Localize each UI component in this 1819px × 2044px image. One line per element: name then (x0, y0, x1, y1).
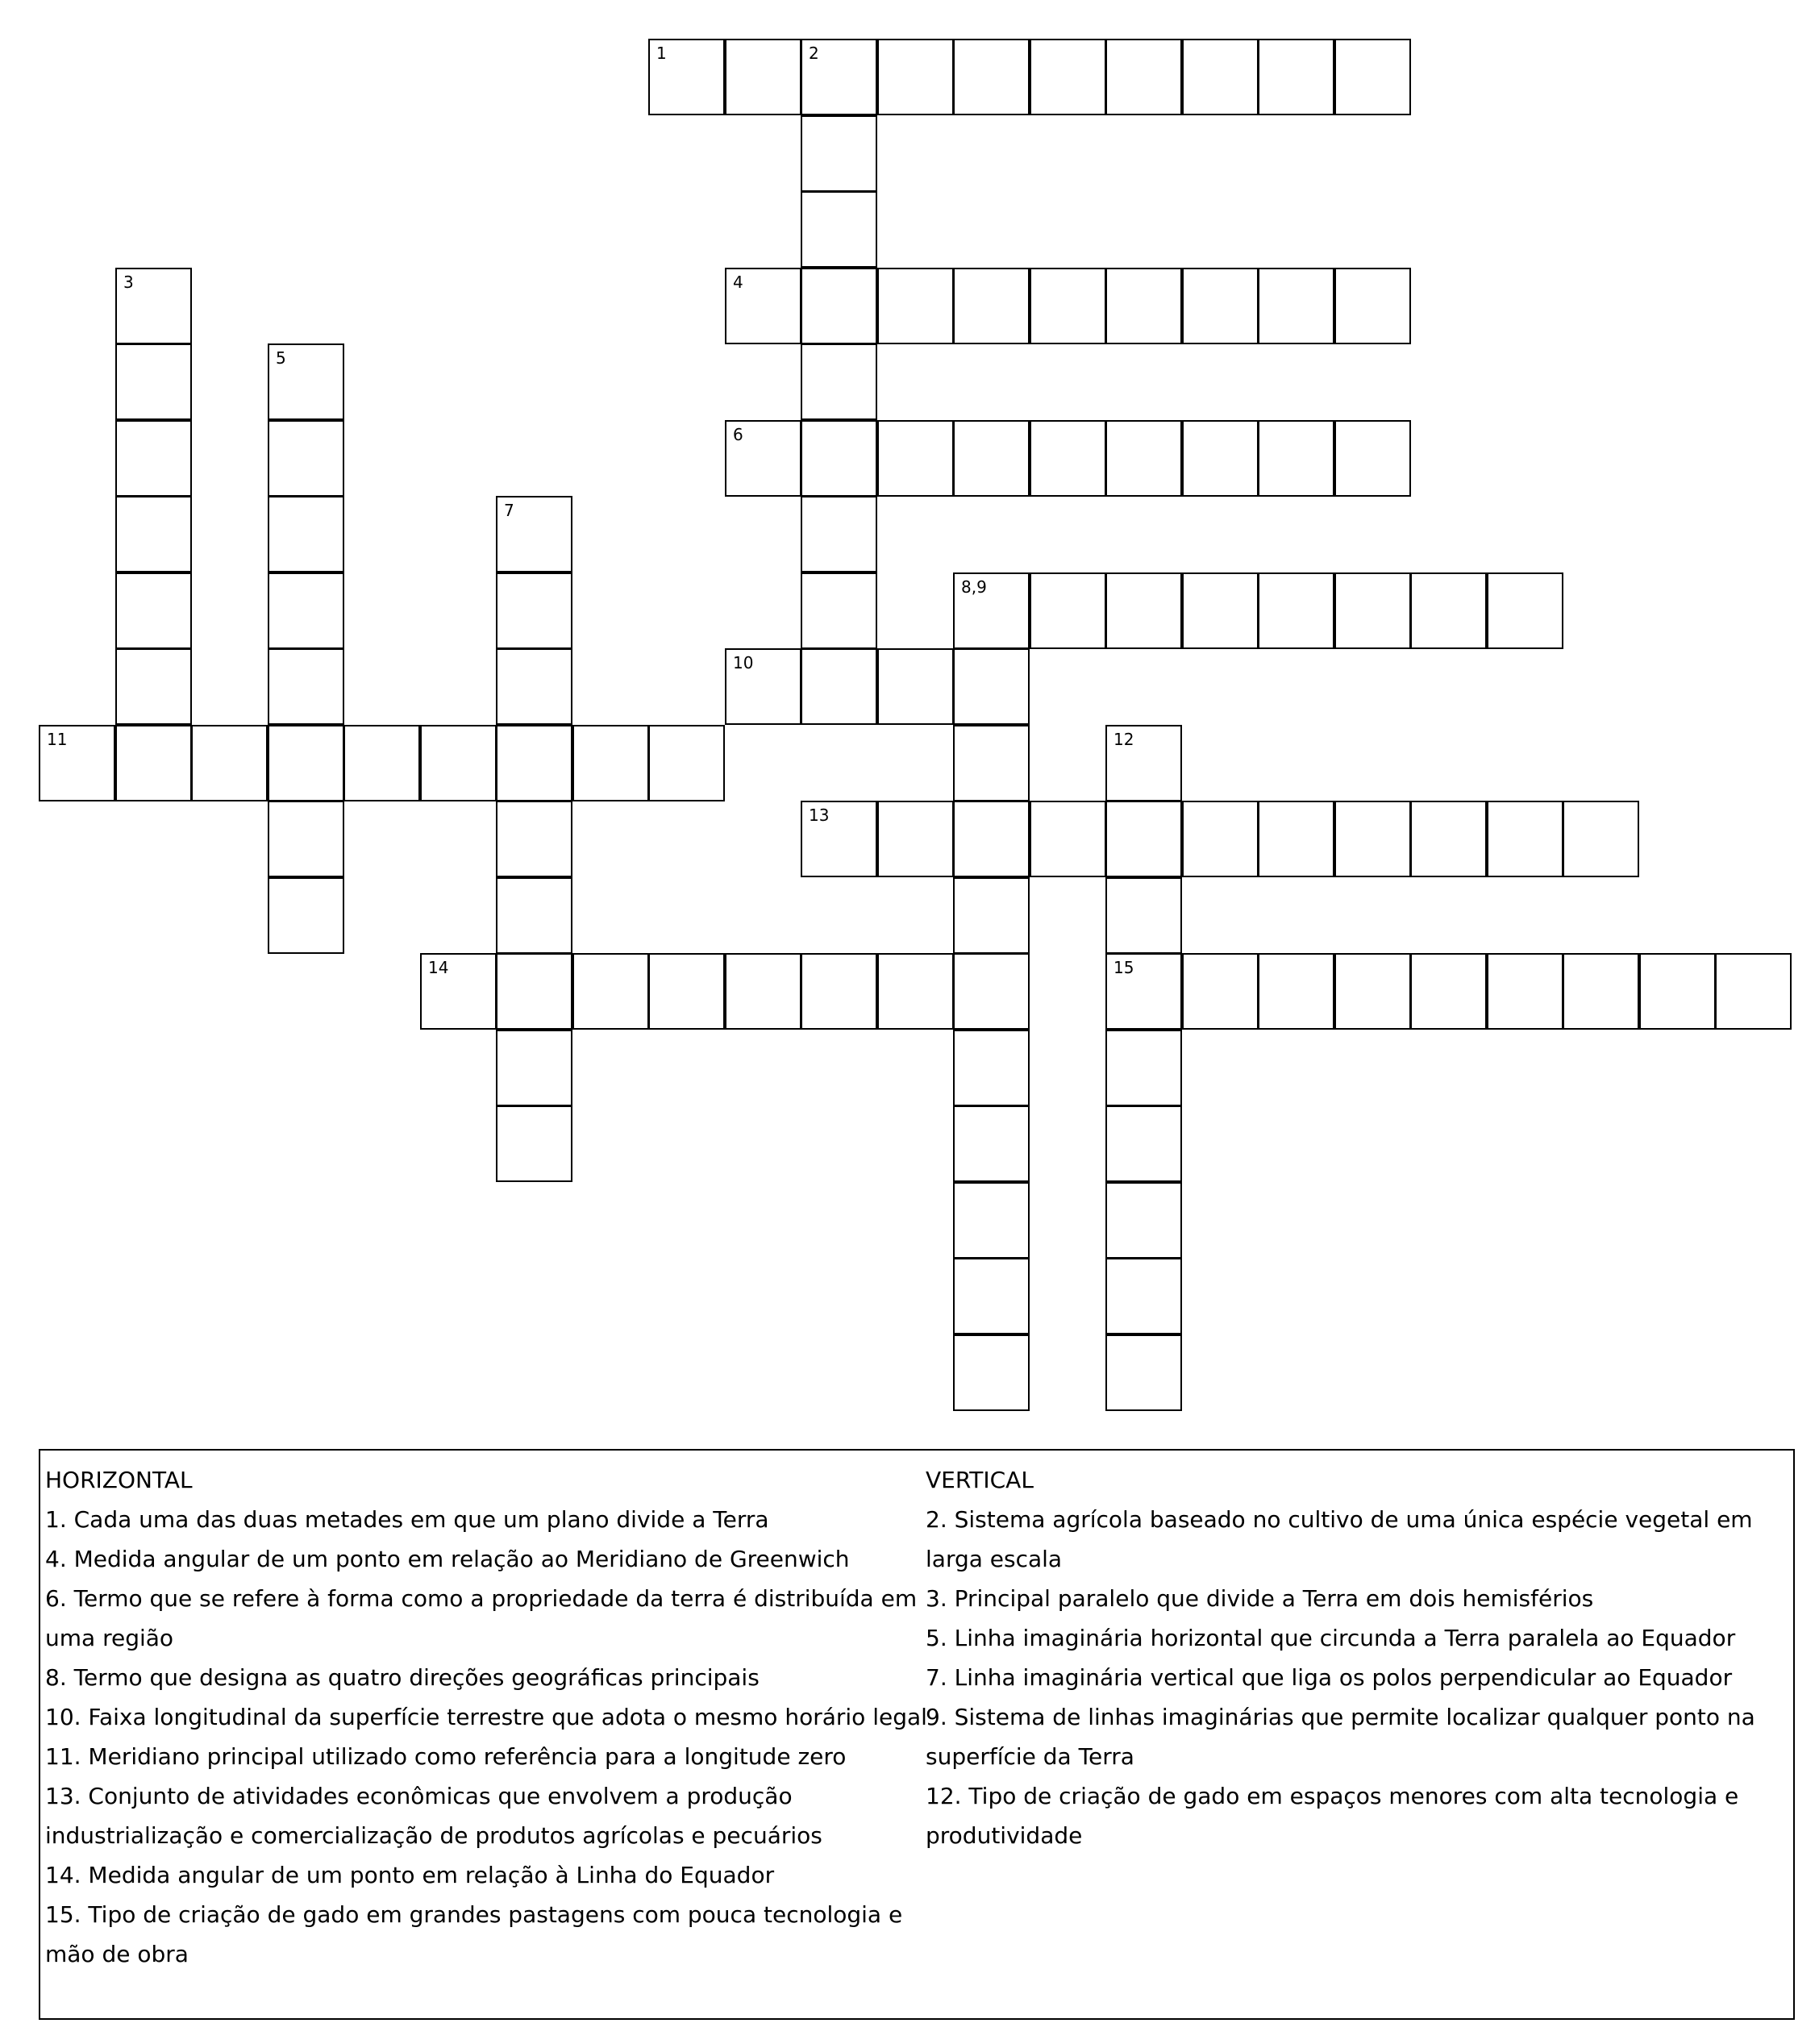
grid-cell[interactable] (801, 268, 877, 344)
letter-input[interactable] (1259, 40, 1333, 114)
letter-input[interactable] (955, 1107, 1028, 1180)
grid-cell[interactable] (801, 572, 877, 649)
grid-cell[interactable] (1030, 420, 1106, 497)
clue-number: 6 (733, 425, 743, 444)
clue-down-7: 7. Linha imaginária vertical que liga os polos perpendicular ao Equador (926, 1664, 1733, 1691)
grid-cell[interactable] (1030, 572, 1106, 649)
grid-cell[interactable] (1182, 572, 1259, 649)
letter-input[interactable] (802, 802, 876, 876)
grid-cell[interactable] (1258, 572, 1334, 649)
letter-input[interactable] (955, 1259, 1028, 1333)
letter-input[interactable] (1107, 955, 1180, 1028)
grid-cell[interactable] (1105, 953, 1182, 1030)
letter-input[interactable] (1259, 574, 1333, 647)
grid-cell[interactable] (953, 420, 1030, 497)
letter-input[interactable] (117, 497, 190, 571)
letter-input[interactable] (650, 955, 723, 1028)
letter-input[interactable] (422, 726, 495, 800)
clue-across-15: 15. Tipo de criação de gado em grandes pastagens com pouca tecnologia e mão de obra (45, 1901, 903, 1967)
grid-cell[interactable] (1410, 801, 1487, 877)
grid-cell[interactable] (1410, 953, 1487, 1030)
grid-cell[interactable] (343, 725, 420, 801)
grid-cell[interactable] (801, 39, 877, 115)
clue-number: 15 (1113, 958, 1134, 977)
grid-cell[interactable] (1105, 1334, 1182, 1411)
letter-input[interactable] (955, 574, 1028, 647)
clue-across-13: 13. Conjunto de atividades econômicas que envolvem a produção industrialização e comercialização de produtos agrícolas e pecuários (45, 1783, 822, 1849)
grid-cell[interactable] (1334, 39, 1411, 115)
clue-number: 4 (733, 273, 743, 292)
clue-number: 11 (47, 730, 68, 749)
letter-input[interactable] (1336, 955, 1409, 1028)
letter-input[interactable] (497, 497, 571, 571)
clue-across-1: 1. Cada uma das duas metades em que um plano divide a Terra (45, 1506, 769, 1533)
grid-cell[interactable] (572, 725, 649, 801)
letter-input[interactable] (1412, 802, 1485, 876)
letter-input[interactable] (1564, 802, 1638, 876)
grid-cell[interactable] (1105, 1258, 1182, 1334)
letter-input[interactable] (1031, 802, 1105, 876)
grid-cell[interactable] (1487, 801, 1563, 877)
grid-cell[interactable] (1334, 268, 1411, 344)
grid-cell[interactable] (1258, 801, 1334, 877)
grid-cell[interactable] (115, 648, 192, 725)
clue-down-9: 9. Sistema de linhas imaginárias que permite localizar qualquer ponto na superfície da Terra (926, 1704, 1755, 1770)
grid-cell[interactable] (877, 420, 954, 497)
letter-input[interactable] (726, 269, 800, 343)
letter-input[interactable] (574, 726, 647, 800)
letter-input[interactable] (1184, 955, 1257, 1028)
grid-cell[interactable] (1105, 877, 1182, 954)
grid-cell[interactable] (801, 420, 877, 497)
clue-number: 2 (809, 44, 819, 63)
grid-cell[interactable] (268, 725, 344, 801)
grid-cell[interactable] (1563, 801, 1639, 877)
grid-cell[interactable] (953, 268, 1030, 344)
clue-number: 14 (428, 958, 449, 977)
grid-cell[interactable] (1182, 39, 1259, 115)
clue-down-5: 5. Linha imaginária horizontal que circunda a Terra paralela ao Equador (926, 1625, 1736, 1651)
clue-across-10: 10. Faixa longitudinal da superfície terrestre que adota o mesmo horário legal (45, 1704, 927, 1730)
letter-input[interactable] (955, 955, 1028, 1028)
grid-cell[interactable] (1105, 1182, 1182, 1259)
letter-input[interactable] (269, 879, 343, 952)
grid-cell[interactable] (725, 39, 801, 115)
letter-input[interactable] (1184, 269, 1257, 343)
letter-input[interactable] (1488, 955, 1562, 1028)
letter-input[interactable] (1031, 269, 1105, 343)
letter-input[interactable] (497, 955, 571, 1028)
grid-cell[interactable] (191, 725, 268, 801)
clue-down-3: 3. Principal paralelo que divide a Terra em dois hemisférios (926, 1585, 1594, 1612)
letter-input[interactable] (40, 726, 114, 800)
grid-cell[interactable] (1182, 801, 1259, 877)
letter-input[interactable] (955, 802, 1028, 876)
grid-cell[interactable] (801, 648, 877, 725)
letter-input[interactable] (879, 269, 952, 343)
grid-cell[interactable] (115, 420, 192, 497)
clue-number: 10 (733, 653, 754, 672)
letter-input[interactable] (422, 955, 495, 1028)
letter-input[interactable] (955, 1031, 1028, 1105)
letter-input[interactable] (193, 726, 266, 800)
grid-cell[interactable] (496, 725, 572, 801)
letter-input[interactable] (1107, 40, 1180, 114)
grid-cell[interactable] (877, 801, 954, 877)
grid-cell[interactable] (496, 877, 572, 954)
horizontal-heading: HORIZONTAL (45, 1467, 193, 1493)
letter-input[interactable] (802, 193, 876, 266)
letter-input[interactable] (117, 345, 190, 418)
grid-cell[interactable] (496, 801, 572, 877)
grid-cell[interactable] (1182, 420, 1259, 497)
letter-input[interactable] (117, 269, 190, 343)
letter-input[interactable] (1031, 40, 1105, 114)
grid-cell[interactable] (725, 420, 801, 497)
letter-input[interactable] (1031, 422, 1105, 495)
letter-input[interactable] (1107, 726, 1180, 800)
letter-input[interactable] (269, 726, 343, 800)
clue-number: 13 (809, 806, 830, 825)
grid-cell[interactable] (1410, 572, 1487, 649)
grid-cell[interactable] (420, 953, 497, 1030)
letter-input[interactable] (1184, 422, 1257, 495)
grid-cell[interactable] (1334, 801, 1411, 877)
clue-across-4: 4. Medida angular de um ponto em relação ao Meridiano de Greenwich (45, 1546, 850, 1572)
grid-cell[interactable] (115, 343, 192, 420)
clue-number: 3 (123, 273, 134, 292)
grid-cell[interactable] (1182, 268, 1259, 344)
grid-cell[interactable] (877, 39, 954, 115)
grid-cell[interactable] (496, 953, 572, 1030)
letter-input[interactable] (497, 802, 571, 876)
letter-input[interactable] (955, 1184, 1028, 1257)
letter-input[interactable] (955, 269, 1028, 343)
letter-input[interactable] (1107, 879, 1180, 952)
letter-input[interactable] (269, 574, 343, 647)
grid-cell[interactable] (801, 115, 877, 192)
grid-cell[interactable] (1715, 953, 1792, 1030)
grid-cell[interactable] (648, 725, 725, 801)
grid-cell[interactable] (1105, 420, 1182, 497)
letter-input[interactable] (1184, 802, 1257, 876)
letter-input[interactable] (497, 574, 571, 647)
letter-input[interactable] (879, 422, 952, 495)
grid-cell[interactable] (877, 953, 954, 1030)
letter-input[interactable] (1107, 1031, 1180, 1105)
grid-cell[interactable] (1334, 420, 1411, 497)
grid-cell[interactable] (496, 572, 572, 649)
grid-cell[interactable] (1030, 801, 1106, 877)
grid-cell[interactable] (801, 191, 877, 268)
grid-cell[interactable] (877, 268, 954, 344)
grid-cell[interactable] (953, 1030, 1030, 1106)
letter-input[interactable] (1107, 422, 1180, 495)
grid-cell[interactable] (496, 496, 572, 572)
letter-input[interactable] (497, 879, 571, 952)
letter-input[interactable] (879, 650, 952, 723)
grid-cell[interactable] (115, 268, 192, 344)
grid-cell[interactable] (1334, 953, 1411, 1030)
grid-cell[interactable] (115, 572, 192, 649)
letter-input[interactable] (497, 1107, 571, 1180)
letter-input[interactable] (1336, 422, 1409, 495)
letter-input[interactable] (269, 497, 343, 571)
letter-input[interactable] (1107, 269, 1180, 343)
letter-input[interactable] (955, 40, 1028, 114)
letter-input[interactable] (879, 802, 952, 876)
letter-input[interactable] (726, 40, 800, 114)
grid-cell[interactable] (1105, 39, 1182, 115)
letter-input[interactable] (1259, 269, 1333, 343)
letter-input[interactable] (802, 269, 876, 343)
grid-cell[interactable] (953, 648, 1030, 725)
letter-input[interactable] (1107, 1259, 1180, 1333)
letter-input[interactable] (802, 345, 876, 418)
grid-cell[interactable] (1563, 953, 1639, 1030)
grid-cell[interactable] (420, 725, 497, 801)
clue-across-11: 11. Meridiano principal utilizado como referência para a longitude zero (45, 1743, 847, 1770)
letter-input[interactable] (955, 726, 1028, 800)
letter-input[interactable] (726, 650, 800, 723)
grid-cell[interactable] (268, 496, 344, 572)
letter-input[interactable] (955, 650, 1028, 723)
letter-input[interactable] (1184, 574, 1257, 647)
letter-input[interactable] (650, 40, 723, 114)
letter-input[interactable] (879, 955, 952, 1028)
grid-cell[interactable] (877, 648, 954, 725)
letter-input[interactable] (497, 726, 571, 800)
letter-input[interactable] (802, 650, 876, 723)
letter-input[interactable] (802, 574, 876, 647)
letter-input[interactable] (1488, 802, 1562, 876)
grid-cell[interactable] (1182, 953, 1259, 1030)
grid-cell[interactable] (801, 953, 877, 1030)
clue-number: 7 (504, 501, 514, 520)
letter-input[interactable] (802, 422, 876, 495)
grid-cell[interactable] (953, 39, 1030, 115)
grid-cell[interactable] (1639, 953, 1716, 1030)
clue-across-6: 6. Termo que se refere à forma como a propriedade da terra é distribuída em uma região (45, 1585, 918, 1651)
grid-cell[interactable] (953, 1105, 1030, 1182)
clue-number: 5 (276, 348, 286, 368)
grid-cell[interactable] (115, 725, 192, 801)
letter-input[interactable] (497, 1031, 571, 1105)
grid-cell[interactable] (1105, 268, 1182, 344)
horizontal-clues (45, 1460, 932, 1974)
letter-input[interactable] (269, 802, 343, 876)
grid-cell[interactable] (496, 1105, 572, 1182)
grid-cell[interactable] (115, 496, 192, 572)
letter-input[interactable] (1336, 802, 1409, 876)
grid-cell[interactable] (1105, 725, 1182, 801)
letter-input[interactable] (1412, 955, 1485, 1028)
grid-cell[interactable] (1030, 39, 1106, 115)
letter-input[interactable] (117, 422, 190, 495)
letter-input[interactable] (1259, 955, 1333, 1028)
letter-input[interactable] (1184, 40, 1257, 114)
clue-number: 1 (656, 44, 667, 63)
clue-across-14: 14. Medida angular de um ponto em relação à Linha do Equador (45, 1862, 775, 1888)
grid-cell[interactable] (1258, 420, 1334, 497)
grid-cell[interactable] (1334, 572, 1411, 649)
grid-cell[interactable] (953, 877, 1030, 954)
grid-cell[interactable] (39, 725, 115, 801)
letter-input[interactable] (802, 955, 876, 1028)
grid-cell[interactable] (268, 343, 344, 420)
letter-input[interactable] (1107, 1107, 1180, 1180)
grid-cell[interactable] (1487, 953, 1563, 1030)
letter-input[interactable] (269, 422, 343, 495)
grid-cell[interactable] (1258, 268, 1334, 344)
letter-input[interactable] (1488, 574, 1562, 647)
letter-input[interactable] (879, 40, 952, 114)
grid-cell[interactable] (725, 268, 801, 344)
letter-input[interactable] (955, 1336, 1028, 1409)
clue-down-12: 12. Tipo de criação de gado em espaços menores com alta tecnologia e produtividade (926, 1783, 1739, 1849)
letter-input[interactable] (802, 40, 876, 114)
letter-input[interactable] (1641, 955, 1714, 1028)
letter-input[interactable] (1107, 574, 1180, 647)
grid-cell[interactable] (1105, 1105, 1182, 1182)
letter-input[interactable] (1107, 1184, 1180, 1257)
grid-cell[interactable] (268, 572, 344, 649)
grid-cell[interactable] (953, 953, 1030, 1030)
clue-number: 12 (1113, 730, 1134, 749)
clue-across-8: 8. Termo que designa as quatro direções geográficas principais (45, 1664, 760, 1691)
letter-input[interactable] (1259, 802, 1333, 876)
grid-cell[interactable] (1105, 572, 1182, 649)
letter-input[interactable] (955, 422, 1028, 495)
grid-cell[interactable] (953, 1258, 1030, 1334)
clue-number: 8,9 (961, 577, 987, 597)
letter-input[interactable] (802, 497, 876, 571)
letter-input[interactable] (269, 345, 343, 418)
letter-input[interactable] (497, 650, 571, 723)
letter-input[interactable] (1336, 40, 1409, 114)
grid-cell[interactable] (801, 496, 877, 572)
letter-input[interactable] (117, 650, 190, 723)
grid-cell[interactable] (1105, 1030, 1182, 1106)
grid-cell[interactable] (268, 801, 344, 877)
grid-cell[interactable] (268, 877, 344, 954)
grid-cell[interactable] (268, 420, 344, 497)
grid-cell[interactable] (648, 953, 725, 1030)
letter-input[interactable] (1412, 574, 1485, 647)
grid-cell[interactable] (953, 572, 1030, 649)
grid-cell[interactable] (1487, 572, 1563, 649)
grid-cell[interactable] (725, 648, 801, 725)
letter-input[interactable] (726, 422, 800, 495)
grid-cell[interactable] (953, 801, 1030, 877)
grid-cell[interactable] (801, 343, 877, 420)
vertical-heading: VERTICAL (926, 1467, 1034, 1493)
letter-input[interactable] (955, 879, 1028, 952)
letter-input[interactable] (269, 650, 343, 723)
grid-cell[interactable] (801, 801, 877, 877)
letter-input[interactable] (1564, 955, 1638, 1028)
letter-input[interactable] (345, 726, 418, 800)
grid-cell[interactable] (953, 1334, 1030, 1411)
grid-cell[interactable] (496, 648, 572, 725)
grid-cell[interactable] (648, 39, 725, 115)
letter-input[interactable] (802, 117, 876, 190)
vertical-clues (926, 1460, 1788, 1855)
letter-input[interactable] (1717, 955, 1790, 1028)
letter-input[interactable] (1336, 574, 1409, 647)
grid-cell[interactable] (1105, 801, 1182, 877)
grid-cell[interactable] (496, 1030, 572, 1106)
letter-input[interactable] (1336, 269, 1409, 343)
letter-input[interactable] (650, 726, 723, 800)
letter-input[interactable] (574, 955, 647, 1028)
letter-input[interactable] (1107, 1336, 1180, 1409)
grid-cell[interactable] (1030, 268, 1106, 344)
letter-input[interactable] (117, 574, 190, 647)
grid-cell[interactable] (725, 953, 801, 1030)
grid-cell[interactable] (268, 648, 344, 725)
grid-cell[interactable] (1258, 39, 1334, 115)
letter-input[interactable] (1107, 802, 1180, 876)
letter-input[interactable] (1259, 422, 1333, 495)
grid-cell[interactable] (1258, 953, 1334, 1030)
grid-cell[interactable] (572, 953, 649, 1030)
clues-box (39, 1449, 1795, 2020)
letter-input[interactable] (726, 955, 800, 1028)
grid-cell[interactable] (953, 1182, 1030, 1259)
letter-input[interactable] (117, 726, 190, 800)
clue-down-2: 2. Sistema agrícola baseado no cultivo de uma única espécie vegetal em larga escala (926, 1506, 1753, 1572)
grid-cell[interactable] (953, 725, 1030, 801)
letter-input[interactable] (1031, 574, 1105, 647)
